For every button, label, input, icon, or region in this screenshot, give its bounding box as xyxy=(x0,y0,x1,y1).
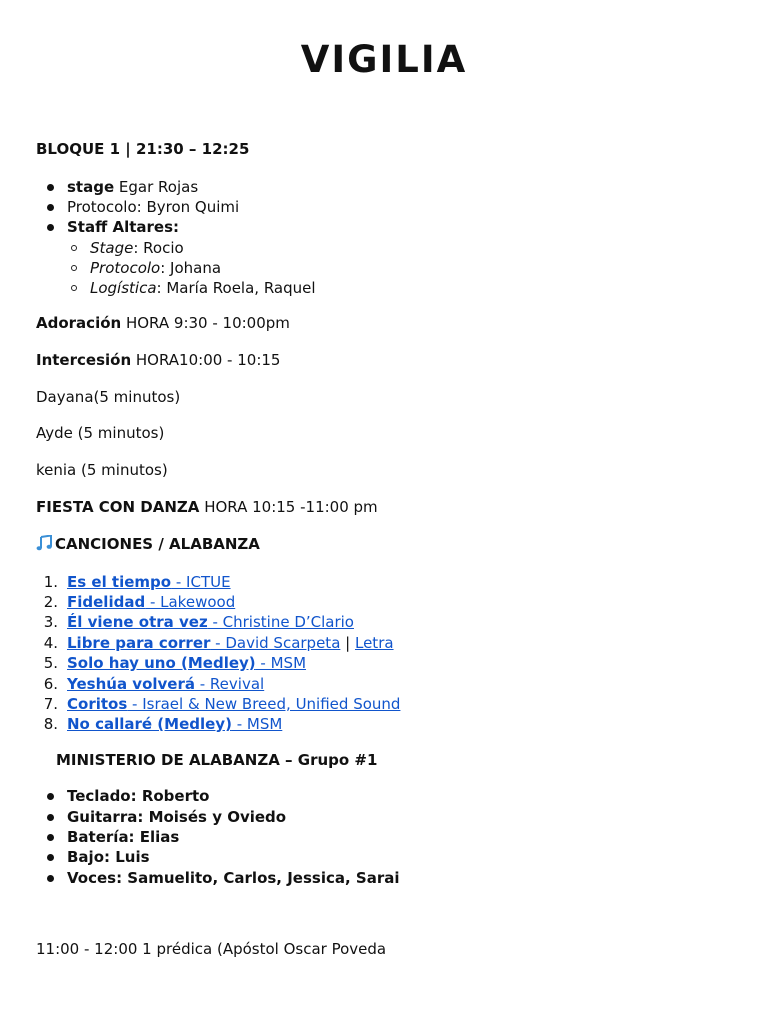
adoracion-line: Adoración HORA 9:30 - 10:00pm xyxy=(36,314,290,332)
song-number: 1. xyxy=(43,573,58,591)
song-number: 7. xyxy=(43,695,58,713)
song-link[interactable]: No callaré (Medley) - MSM xyxy=(67,715,283,733)
song-number: 2. xyxy=(43,593,58,611)
song-number: 6. xyxy=(43,675,58,693)
page-title: VIGILIA xyxy=(300,38,468,81)
song-item xyxy=(67,714,282,734)
protocolo-item: Protocolo: Byron Quimi xyxy=(67,198,240,216)
bullet-dot xyxy=(47,814,54,821)
song-link[interactable]: Coritos - Israel & New Breed, Unified Sound xyxy=(67,695,401,713)
bullet-dot xyxy=(47,875,54,882)
song-item xyxy=(67,612,354,632)
bullet-dot xyxy=(47,204,54,211)
song-number: 3. xyxy=(43,613,58,631)
ministerio-item: Voces: Samuelito, Carlos, Jessica, Sarai xyxy=(67,869,400,887)
song-number: 5. xyxy=(43,654,58,672)
song-link[interactable]: Fidelidad - Lakewood xyxy=(67,593,236,611)
ministerio-item: Guitarra: Moisés y Oviedo xyxy=(67,808,287,826)
song-link[interactable]: Solo hay uno (Medley) - MSM xyxy=(67,654,307,672)
music-note-icon xyxy=(36,535,52,551)
song-number: 8. xyxy=(43,715,58,733)
sub-item-logistica: Logística: María Roela, Raquel xyxy=(90,279,316,297)
bullet-dot xyxy=(47,224,54,231)
intercesor-item: Dayana(5 minutos) xyxy=(36,388,181,406)
sub-bullet-circle xyxy=(71,285,77,291)
song-item xyxy=(67,674,264,694)
intercesor-item: Ayde (5 minutos) xyxy=(36,424,165,442)
intercesor-item: kenia (5 minutos) xyxy=(36,461,168,479)
sub-item-protocolo: Protocolo: Johana xyxy=(90,259,222,277)
song-item xyxy=(67,694,400,714)
bullet-dot xyxy=(47,854,54,861)
canciones-heading: CANCIONES / ALABANZA xyxy=(36,534,260,554)
song-number: 4. xyxy=(43,634,58,652)
song-link[interactable]: Él viene otra vez - Christine D’Clario xyxy=(67,613,354,631)
stage-item: stage Egar Rojas xyxy=(67,178,199,196)
ministerio-item: Batería: Elias xyxy=(67,828,180,846)
intercesion-line: Intercesión HORA10:00 - 10:15 xyxy=(36,351,281,369)
bullet-dot xyxy=(47,793,54,800)
ministerio-item: Bajo: Luis xyxy=(67,848,150,866)
sub-item-stage: Stage: Rocio xyxy=(90,239,184,257)
song-link[interactable]: Es el tiempo - ICTUE xyxy=(67,573,231,591)
ministerio-heading: MINISTERIO DE ALABANZA – Grupo #1 xyxy=(56,751,378,769)
song-link[interactable]: Libre para correr - David Scarpeta xyxy=(67,634,341,652)
song-item: Libre para correr - David Scarpeta | Letra xyxy=(67,634,394,652)
sub-bullet-circle xyxy=(71,245,77,251)
sub-bullet-circle xyxy=(71,265,77,271)
song-item xyxy=(67,653,306,673)
fiesta-line: FIESTA CON DANZA HORA 10:15 -11:00 pm xyxy=(36,498,378,516)
ministerio-item: Teclado: Roberto xyxy=(67,787,210,805)
song-item xyxy=(67,592,235,612)
song-link[interactable]: Yeshúa volverá - Revival xyxy=(67,675,265,693)
lyrics-link[interactable]: Letra xyxy=(354,634,394,652)
predica-line: 11:00 - 12:00 1 prédica (Apóstol Oscar Poveda xyxy=(36,940,387,958)
song-item xyxy=(67,572,231,592)
staff-altares-item: Staff Altares: xyxy=(67,218,180,236)
bullet-dot xyxy=(47,184,54,191)
bloque-heading: BLOQUE 1 | 21:30 – 12:25 xyxy=(36,140,250,158)
bullet-dot xyxy=(47,834,54,841)
